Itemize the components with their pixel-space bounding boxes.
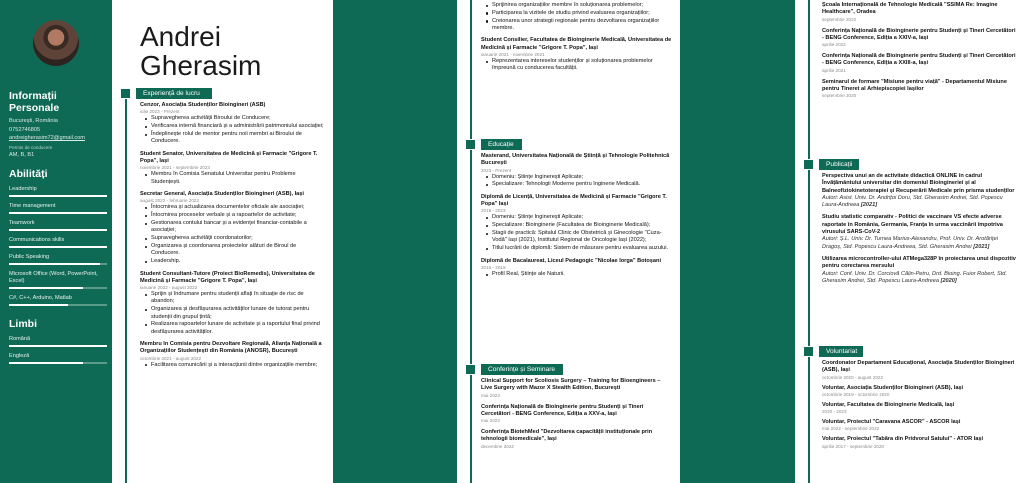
- education-heading: Educație: [481, 139, 522, 150]
- language-level-bar: [9, 362, 107, 364]
- bullet-list: [481, 174, 673, 189]
- entry-date: 2015 - 2019: [481, 264, 506, 270]
- entry-title: Secretar General, Asociația Studenților Bioingineri (ASB), Iași: [140, 190, 304, 197]
- experience-entry: [140, 341, 326, 369]
- experience-entry: [140, 191, 326, 266]
- language-name: Română: [9, 336, 31, 342]
- skill-name: Teamwork: [9, 220, 35, 226]
- license-value: AM, B, B1: [9, 151, 35, 158]
- full-name: [140, 22, 261, 80]
- conferences-continued: [822, 2, 1018, 104]
- entry-title: Conferința BiotehMed "Dezvoltarea capacității instituționale prin tehnologii biomedicale", Iași: [481, 429, 653, 443]
- entry-date: mai 2023: [481, 418, 500, 424]
- skill-level-fill: [9, 287, 83, 289]
- page-2: [457, 0, 680, 483]
- entry-date: decembrie 2022: [481, 443, 514, 449]
- conference-entry: [481, 378, 673, 399]
- skill-level-bar: [9, 263, 107, 265]
- bullet-item: Stagii de practică: Spitalul Clinic de Obstetrică și Ginecologie "Cuza-Vodă" Iași (2021), Institutul Regional de Oncologie Iași (2022);: [492, 230, 673, 245]
- graduation-cap-icon: [465, 139, 476, 150]
- publications-list: [822, 173, 1018, 290]
- entry-date: noiembrie 2021 - septembrie 2023: [140, 165, 210, 171]
- bullet-list: [140, 362, 326, 369]
- skill-level-bar: [9, 304, 107, 306]
- conference-entry: [481, 404, 673, 425]
- entry-title: Utilizarea microcontroller-ului ATMega328P în proiectarea unui dispozitiv pentru corectarea mersului: [822, 255, 1016, 270]
- bullet-list: [481, 271, 673, 278]
- bullet-item: Domeniu: Științe Inginerești Aplicate;: [492, 174, 673, 181]
- microphone-icon: [465, 364, 476, 375]
- avatar: [33, 20, 79, 66]
- conferences-heading: Conferințe și Seminare: [481, 364, 563, 375]
- entry-date: mai 2023: [481, 392, 500, 398]
- skill-name: Communications skills: [9, 237, 65, 243]
- publication-authors: Autori: Ș.L. Univ. Dr. Turnea Marius-Alexandru, Prof. Univ. Dr. Arotăriței Dragoș, Std. Popescu Laura-Andreea, Std. Gherasim Andrei [2021]: [822, 236, 998, 250]
- bullet-item: Sprijin și îndrumare pentru studenții aflați în situație de risc de abandon;: [151, 291, 326, 306]
- bullet-item: Sprijinirea organizațiilor membre în soluționarea problemelor;: [492, 2, 673, 9]
- page-1-main: [112, 0, 333, 483]
- bullet-list: [481, 2, 673, 32]
- gutter-background-2: [680, 0, 795, 483]
- book-icon: [803, 159, 814, 170]
- publication-authors: Autori: Asist. Univ. Dr. Andrițoi Doru, Std. Gherasim Andrei, Std. Popescu Laura-Andreea [2021]: [822, 194, 1003, 209]
- entry-date: septembrie 2020: [822, 93, 857, 99]
- entry-title: Seminarul de formare "Misiune pentru viață" - Departamentul Misiune pentru Tineret al Arhiepiscopiei Iașilor: [822, 78, 1007, 93]
- language-level-bar: [9, 345, 107, 347]
- entry-title: Student Consultant-Tutore (Proiect BioRemedis), Universitatea de Medicină și Farmacie "Grigore T. Popa", Iași: [140, 270, 315, 284]
- bullet-list: [481, 58, 673, 73]
- entry-date: septembrie 2022: [822, 16, 857, 22]
- bullet-list: [481, 214, 673, 252]
- entry-date: aprilie 2022: [822, 42, 846, 48]
- entry-date: mai 2022 - septembrie 2022: [822, 426, 880, 432]
- skills-title: Abilități: [9, 168, 48, 180]
- entry-date: octombrie 2021 - august 2022: [140, 355, 202, 361]
- bullet-item: Verificarea internă financiară și a administrării patrimoniului asociației;: [151, 123, 326, 130]
- language-level-fill: [9, 362, 83, 364]
- skill-name: Microsoft Office (Word, PowerPoint, Excel): [9, 271, 98, 284]
- volunteering-entry: [822, 402, 1018, 415]
- conference-entry: [822, 53, 1018, 74]
- entry-title: Student Consilier, Facultatea de Bioinginerie Medicală, Universitatea de Medicină și Farmacie "Grigore T. Popa", Iași: [481, 37, 672, 51]
- language-level-fill: [9, 345, 107, 347]
- entry-title: Perspectiva unui an de activitate didactică ONLINE în cadrul Învățământului universitar din domeniul Bioingineriei și al Balneofiziokinetoterapiei și Recuperării Medicale prin prisma studenților: [822, 173, 1015, 194]
- experience-entry: [140, 102, 326, 146]
- bullet-list: [140, 204, 326, 265]
- skill-name: Time management: [9, 203, 56, 209]
- entry-title: Masterand, Universitatea Națională de Știință și Tehnologie Politehnică București: [481, 153, 670, 167]
- experience-entry: [481, 37, 673, 72]
- entry-title: Conferința Națională de Bioinginerie pentru Studenți și Tineri Cercetători - BENG Conference, Ediția a XXIII-a, Iași: [822, 53, 1016, 67]
- entry-title: Voluntar, Facultatea de Bioinginerie Medicală, Iași: [822, 401, 955, 408]
- last-name: Gherasim: [140, 50, 262, 81]
- bullet-item: Membru în Comisia Senatului Universitar pentru Probleme Studențești.: [151, 171, 326, 186]
- entry-title: Conferința Națională de Bioinginerie pentru Studenți și Tineri Cercetători - BENG Conference, Ediția a XXIV-a, Iași: [822, 27, 1016, 41]
- skill-level-bar: [9, 195, 107, 197]
- entry-title: Conferința Națională de Bioinginerie pentru Studenți și Tineri Cercetători - BENG Conference, Ediția a XXV-a, Iași: [481, 403, 644, 417]
- skill-level-fill: [9, 246, 107, 248]
- entry-title: Diplomă de Bacalaureat, Liceul Pedagogic "Nicolae Iorga" Botoșani: [481, 257, 661, 264]
- languages-title: Limbi: [9, 318, 37, 330]
- bullet-item: Întocmirea și actualizarea documentelor oficiale ale asociației;: [151, 204, 326, 211]
- entry-title: Școala Internațională de Tehnologie Medicală "SSIMA Re: Imagine Healthcare", Oradea: [822, 2, 998, 16]
- bullet-item: Specializare: Bioinginerie (Facultatea de Bioinginerie Medicală);: [492, 222, 673, 229]
- bullet-list: [140, 115, 326, 145]
- bullet-item: Creionarea unor strategii regionale pentru dezvoltarea organizațiilor membre.: [492, 18, 673, 33]
- entry-date: aprilie 2021: [822, 67, 846, 73]
- entry-date: 2020 - 2023: [822, 409, 847, 415]
- publication-entry: [822, 256, 1018, 285]
- skill-level-bar: [9, 229, 107, 231]
- conference-entry: [822, 28, 1018, 49]
- entry-date: ianuarie 2022 - august 2022: [140, 285, 198, 291]
- skills-section: [9, 168, 107, 312]
- bullet-item: Titlul lucrării de diplomă: Sistem de măsurare pentru evaluarea auzului.: [492, 245, 673, 252]
- entry-date: ianuarie 2021 - noiembrie 2021: [481, 51, 545, 57]
- volunteering-heading: Voluntariat: [819, 346, 863, 357]
- email-link[interactable]: andreigherasim72@gmail.com: [9, 135, 85, 142]
- timeline-line: [125, 88, 127, 483]
- bullet-item: Facilitarea comunicării și a interacțiunii dintre organizațiile membre;: [151, 362, 326, 369]
- entry-title: Membru în Comisia pentru Dezvoltare Regională, Alianța Națională a Organizațiilor Studențești din România (ANOSR), București: [140, 341, 322, 355]
- conference-entry: [481, 429, 673, 450]
- bullet-item: Realizarea rapoartelor lunare de activitate și a raportului final privind desfășurarea activităților.: [151, 321, 326, 336]
- skill-level-fill: [9, 212, 107, 214]
- skill-level-fill: [9, 195, 107, 197]
- education-entry: [481, 258, 673, 279]
- publication-authors: Autori: Conf. Univ. Dr. Corciovă Călin-Petru, Drd. Bioing. Fuior Robert, Std. Gherasim Andrei, Std. Popescu Laura-Andreea [2020]: [822, 270, 1007, 284]
- bullet-item: Gestionarea contului bancar și a evidenței financiar-contabile a asociației;: [151, 220, 326, 235]
- bullet-item: Participarea la vizitele de studiu privind evaluarea organizațiilor;: [492, 10, 673, 17]
- entry-date: octombrie 2020 - august 2022: [822, 374, 884, 380]
- bullet-item: Specializare: Tehnologii Moderne pentru Inginerie Medicală.: [492, 181, 673, 188]
- leaf-icon: [803, 346, 814, 357]
- phone[interactable]: 0752746805: [9, 126, 41, 133]
- publication-year: [2020]: [940, 277, 957, 284]
- bullet-item: Supravegherea activității coordonatorilor;: [151, 235, 326, 242]
- bullet-item: Leadership.: [151, 258, 326, 265]
- volunteering-entry: [822, 360, 1018, 381]
- bullet-item: Profil Real, Științe ale Naturii.: [492, 271, 673, 278]
- language-name: Engleză: [9, 353, 30, 359]
- bullet-item: Supravegherea activității Biroului de Conducere;: [151, 115, 326, 122]
- skill-name: C#, C++, Arduino, Matlab: [9, 295, 72, 301]
- publication-entry: [822, 214, 1018, 250]
- education-entry: [481, 153, 673, 189]
- experience-list: [140, 102, 326, 374]
- experience-heading: Experiență de lucru: [136, 88, 212, 99]
- page-3: [795, 0, 1024, 483]
- skill-name: Leadership: [9, 186, 37, 192]
- entry-title: Student Senator, Universitatea de Medicină și Farmacie "Grigore T. Popa", Iași: [140, 150, 318, 164]
- entry-title: Cenzor, Asociația Studenților Bioingineri (ASB): [140, 102, 266, 108]
- skill-level-bar: [9, 246, 107, 248]
- volunteering-list: [822, 360, 1018, 454]
- timeline-line: [808, 0, 810, 483]
- entry-title: Voluntar, Proiectul "Tabăra din Pridvorul Satului" - ATOR Iași: [822, 436, 984, 443]
- city: București, România: [9, 118, 58, 124]
- bullet-item: Reprezentarea intereselor studenților și soluționarea problemelor împreună cu conducerea facultății.: [492, 58, 673, 73]
- sidebar: [0, 0, 112, 483]
- entry-date: august 2022 - februarie 2023: [140, 198, 199, 204]
- entry-date: aprilie 2017 - septembrie 2020: [822, 443, 885, 449]
- bullet-item: Domeniu: Științe Inginerești Aplicate;: [492, 214, 673, 221]
- experience-entry: [140, 271, 326, 337]
- conferences-list: [481, 378, 673, 455]
- personal-info: [9, 90, 107, 159]
- volunteering-entry: [822, 385, 1018, 398]
- entry-date: iulie 2023 - Prezent: [140, 109, 180, 115]
- languages-section: [9, 318, 107, 370]
- publication-year: [2021]: [860, 202, 878, 209]
- education-list: [481, 153, 673, 283]
- gutter-background-1: [333, 0, 457, 483]
- entry-date: octombrie 2019 - octombrie 2020: [822, 391, 890, 397]
- entry-title: Coordonator Departament Educațional, Asociația Studenților Bioingineri (ASB), Iași: [822, 360, 1015, 374]
- skill-level-fill: [9, 304, 68, 306]
- skill-level-bar: [9, 287, 107, 289]
- first-name: Andrei: [140, 21, 221, 52]
- experience-continued: [481, 2, 673, 73]
- bullet-list: [140, 291, 326, 336]
- personal-info-title: Informații Personale: [9, 90, 60, 114]
- experience-entry: [140, 151, 326, 186]
- entry-title: Voluntar, Asociația Studenților Bioingineri (ASB), Iași: [822, 384, 964, 391]
- publication-entry: [822, 173, 1018, 209]
- bullet-item: Organizarea și desfășurarea activităților lunare de tutorat pentru studenții din grupul țintă;: [151, 306, 326, 321]
- bullet-item: Întocmirea proceselor verbale și a rapoartelor de activitate;: [151, 212, 326, 219]
- conference-entry: [822, 79, 1018, 100]
- bullet-item: Organizarea și coordonarea proiectelor alături de Biroul de Conducere.: [151, 243, 326, 258]
- license-label: Permis de conducere: [9, 144, 53, 150]
- bullet-item: Îndeplinește rolul de mentor pentru noii membri ai Biroului de Conducere.: [151, 131, 326, 146]
- publications-heading: Publicații: [819, 159, 859, 170]
- entry-title: Studiu statistic comparativ - Politici de vaccinare VS efecte adverse raportate în România, Germania, Franța în urma vaccinării împotriva virusului SARS-CoV-2: [822, 214, 1003, 236]
- briefcase-icon: [120, 88, 131, 99]
- volunteering-entry: [822, 436, 1018, 449]
- entry-title: Diplomă de Licență, Universitatea de Medicină și Farmacie "Grigore T. Popa" Iași: [481, 193, 667, 208]
- skill-name: Public Speaking: [9, 254, 50, 260]
- education-entry: [481, 194, 673, 253]
- entry-title: Clinical Support for Scoliosis Surgery – Training for Bioengineers – Live Surgery with Mazor X Stealth Edition, București: [481, 378, 661, 392]
- skill-level-fill: [9, 263, 100, 265]
- volunteering-entry: [822, 419, 1018, 432]
- conference-entry: [822, 2, 1018, 23]
- bullet-list: [140, 171, 326, 186]
- entry-title: Voluntar, Proiectul "Caravana ASCOR" - ASCOR Iași: [822, 419, 961, 426]
- timeline-line: [470, 0, 472, 483]
- entry-date: 2019 - 2023: [481, 208, 506, 214]
- publication-year: [2021]: [973, 243, 990, 250]
- skill-level-bar: [9, 212, 107, 214]
- skill-level-fill: [9, 229, 107, 231]
- entry-date: 2023 - Prezent: [481, 167, 512, 173]
